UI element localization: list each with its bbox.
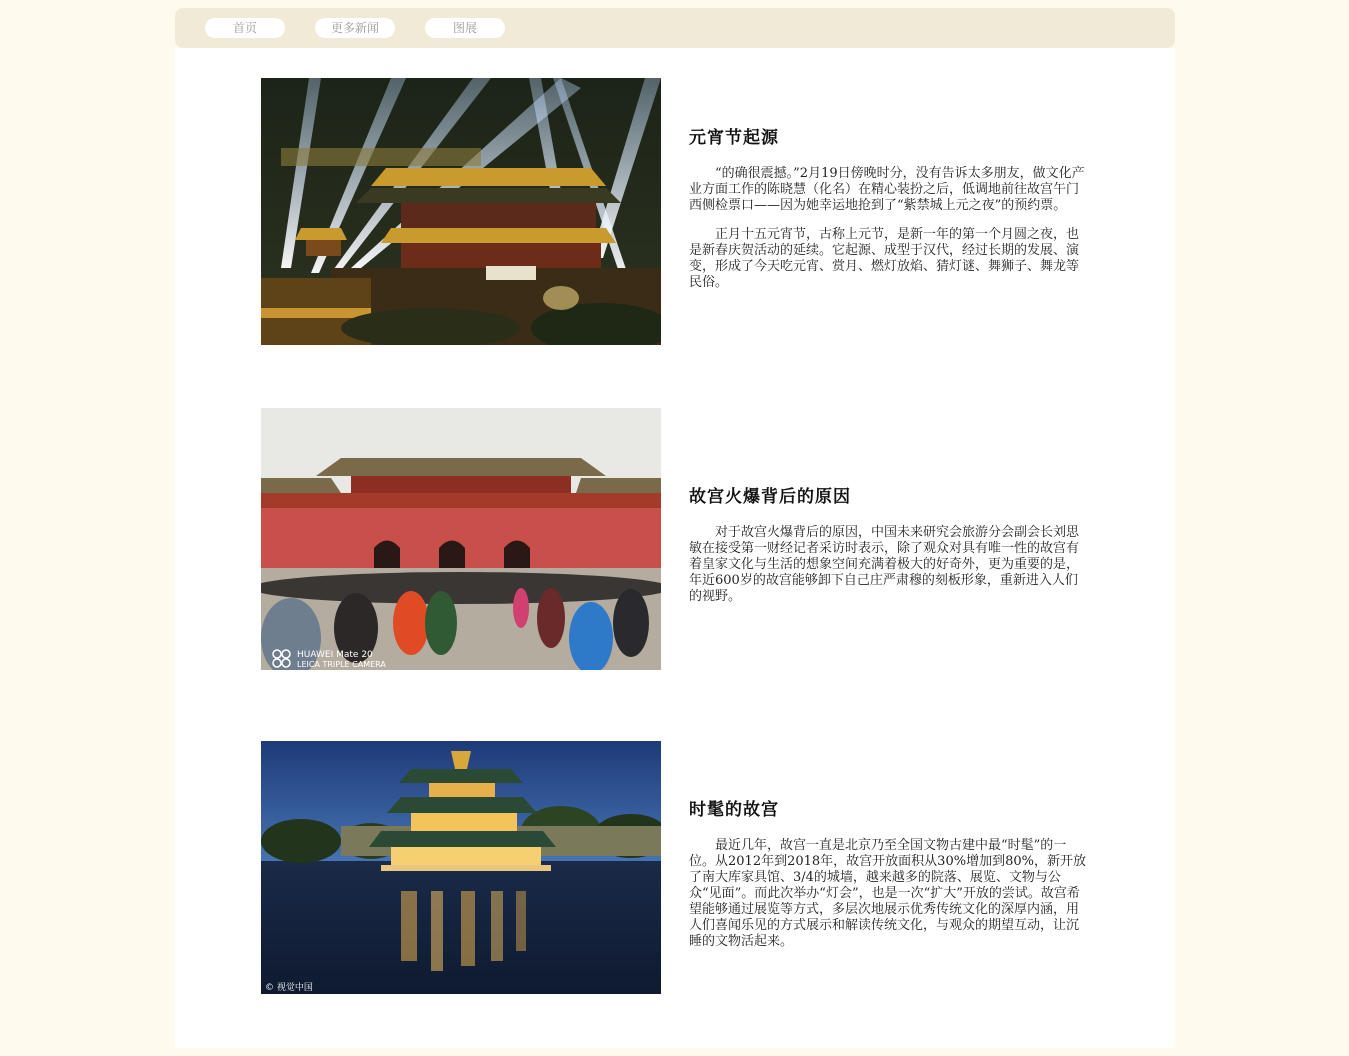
nav-more-news-button[interactable]: 更多新闻 <box>315 18 395 38</box>
article-text <box>689 482 1089 618</box>
article-popularity-reasons <box>261 408 1091 670</box>
main-content <box>175 48 1175 1048</box>
article-paragraph: 对于故宫火爆背后的原因，中国未来研究会旅游分会副会长刘思敏在接受第一财经记者采访时表示，除了观众对具有唯一性的故宫有着皇家文化与生活的想象空间充满着极大的好奇外，更为重要的是，年近600岁的故宫能够卸下自己庄严肃穆的刻板形象，重新进入人们的视野。 <box>689 525 1080 604</box>
article-trendy-palace <box>261 741 1091 994</box>
article-title: 时髦的故宫 <box>689 800 779 820</box>
image-watermark-text: © 视觉中国 <box>265 983 313 993</box>
article-image-crowd-gate <box>261 408 661 670</box>
article-paragraph: “的确很震撼。”2月19日傍晚时分，没有告诉太多朋友，做文化产业方面工作的陈晓慧（化名）在精心装扮之后，低调地前往故宫午门西侧检票口——因为她幸运地抢到了“紫禁城上元之夜”的预约票。 <box>689 166 1085 213</box>
nav-home-button[interactable]: 首页 <box>205 18 285 38</box>
article-image-night-palace <box>261 78 661 345</box>
article-paragraph: 最近几年，故宫一直是北京乃至全国文物古建中最“时髦”的一位。从2012年到2018年，故宫开放面积从30%增加到80%，新开放了南大库家具馆、3/4的城墙，越来越多的院落、展览、文物与公众“见面”。而此次举办“灯会”，也是一次“扩大”开放的尝试。故宫希望能够通过展览等方式，多层次地展示优秀传统文化的深厚内涵，用人们喜闻乐见的方式展示和解读传统文化，与观众的期望互动，让沉睡的文物活起来。 <box>689 838 1086 949</box>
nav-gallery-button[interactable]: 图展 <box>425 18 505 38</box>
article-lantern-festival <box>261 78 1091 345</box>
image-watermark-text: HUAWEI Mate 20 <box>297 650 373 660</box>
top-navbar <box>175 8 1175 48</box>
image-watermark-text: LEICA TRIPLE CAMERA <box>297 660 386 669</box>
article-title: 故宫火爆背后的原因 <box>689 487 851 507</box>
article-paragraph: 正月十五元宵节，古称上元节，是新一年的第一个月圆之夜，也是新春庆贺活动的延续。它起源、成型于汉代，经过长期的发展、演变，形成了今天吃元宵、赏月、燃灯放焰、猜灯谜、舞狮子、舞龙等民俗。 <box>689 227 1080 290</box>
article-image-corner-tower <box>261 741 661 994</box>
article-text <box>689 795 1089 963</box>
article-text <box>689 123 1089 304</box>
article-title: 元宵节起源 <box>689 128 779 148</box>
